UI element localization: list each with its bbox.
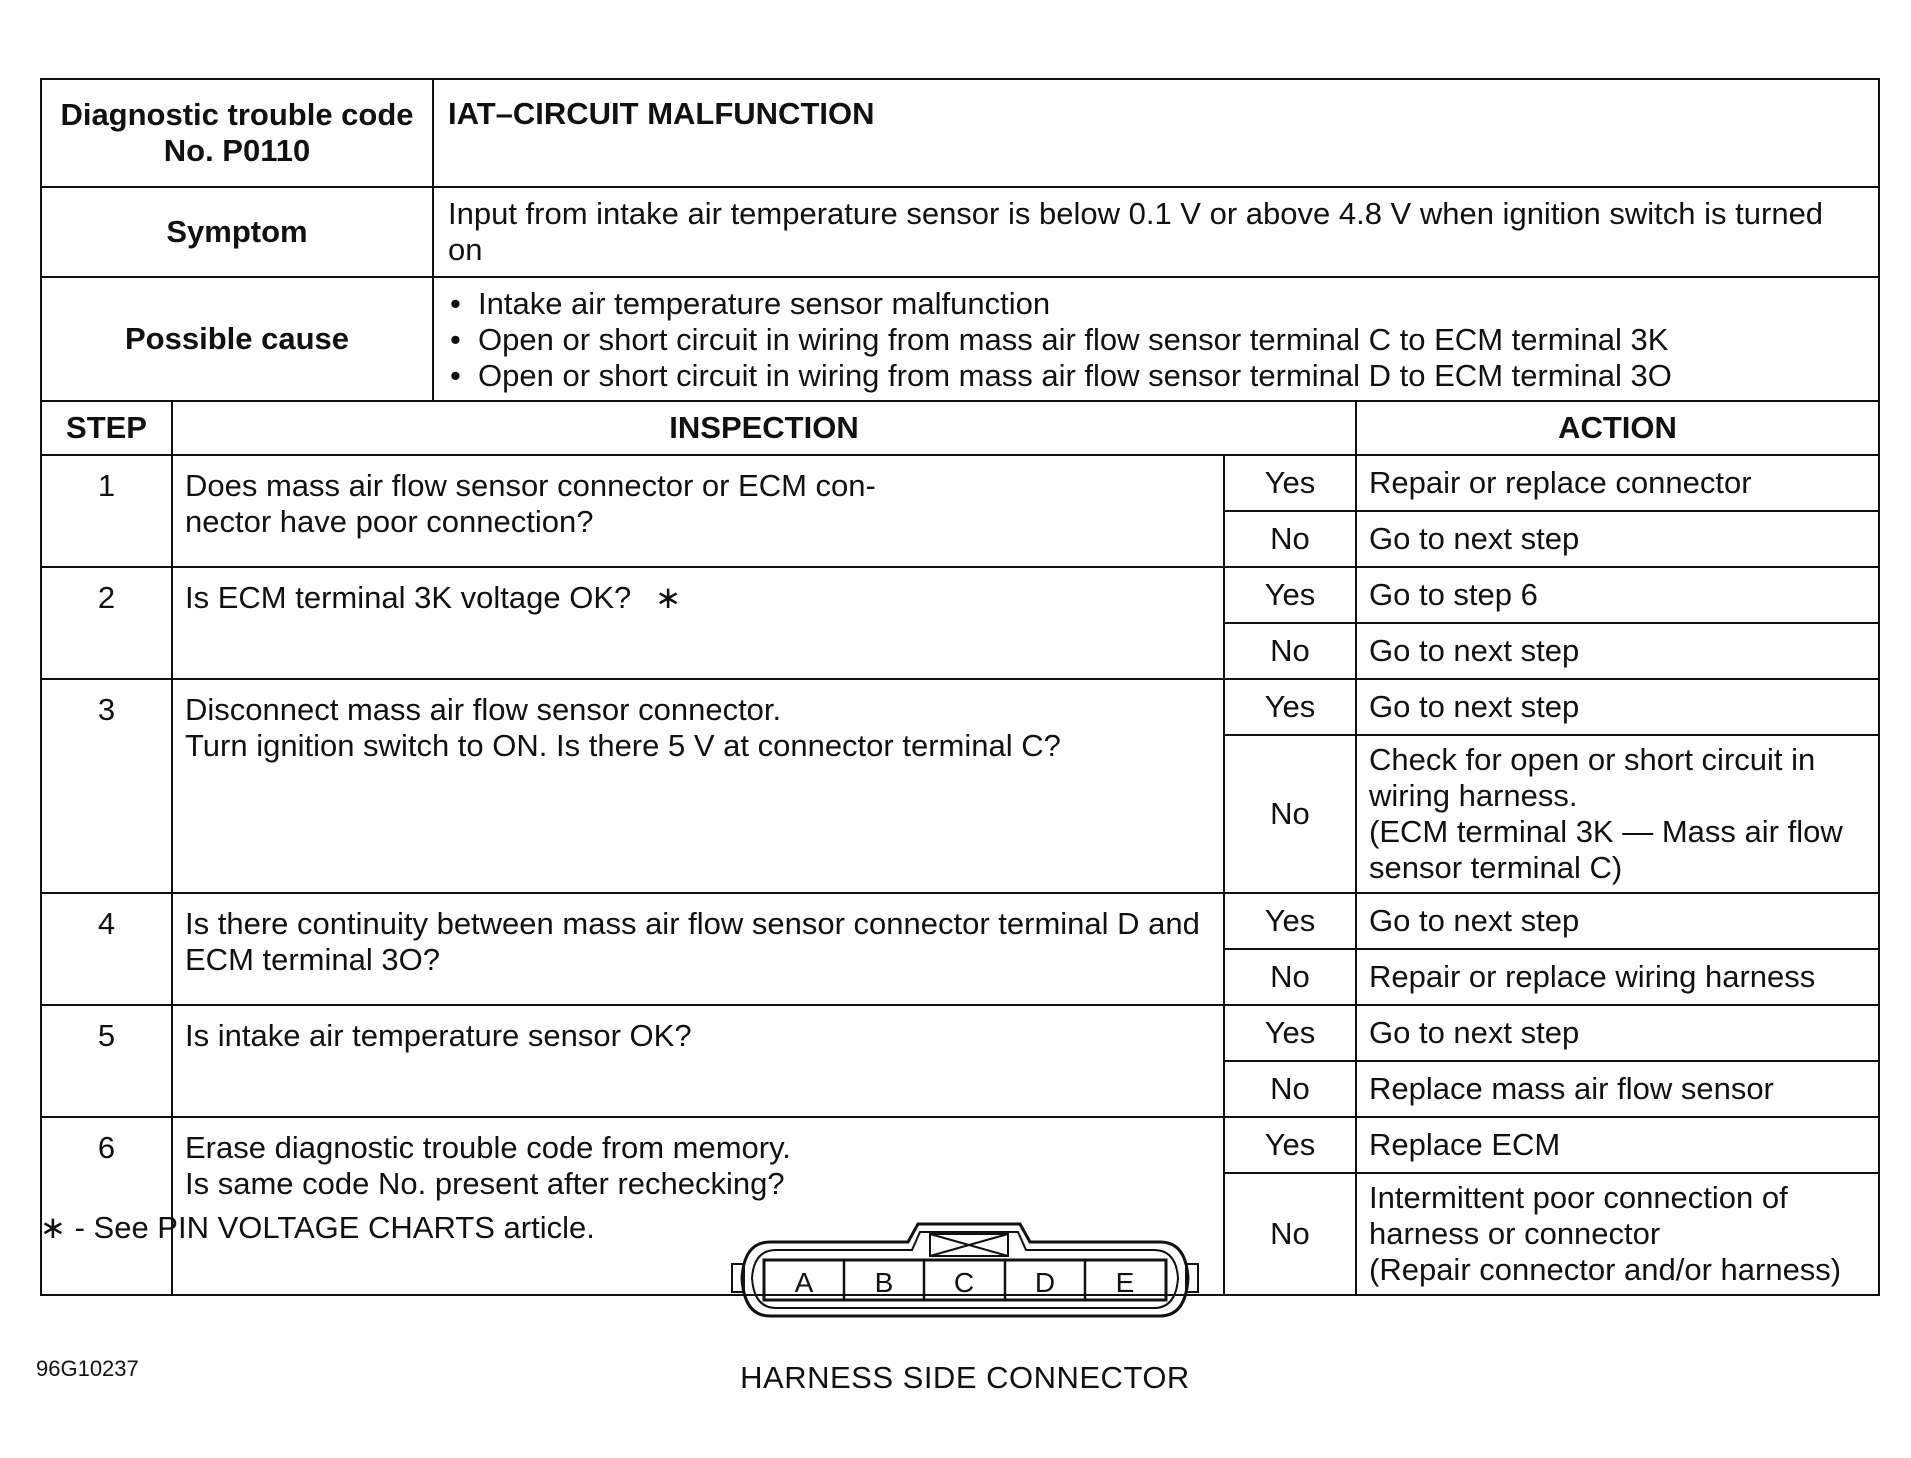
yes-label: Yes [1224, 1117, 1356, 1173]
action-column-header: ACTION [1356, 401, 1879, 455]
inspection-cell [172, 1005, 1224, 1117]
inspection-column-header: INSPECTION [172, 401, 1356, 455]
step-row [41, 1005, 1879, 1061]
header-title-row [41, 79, 1879, 187]
footnote: ∗ - See PIN VOLTAGE CHARTS article. [40, 1210, 595, 1245]
no-label: No [1224, 949, 1356, 1005]
diagnostic-table [40, 78, 1880, 1296]
pin-voltage-marker: ∗ [655, 580, 682, 615]
no-action: Go to next step [1356, 511, 1879, 567]
step-column-header: STEP [41, 401, 172, 455]
inspection-cell [172, 893, 1224, 1005]
symptom-row [41, 187, 1879, 277]
yes-action: Go to step 6 [1356, 567, 1879, 623]
yes-action: Go to next step [1356, 893, 1879, 949]
harness-connector-diagram [730, 1212, 1200, 1342]
terminal-b-label: B [874, 1267, 894, 1298]
column-header-row [41, 401, 1879, 455]
cause-item: • Open or short circuit in wiring from mass air flow sensor terminal C to ECM terminal 3K [448, 322, 1864, 358]
step-row [41, 567, 1879, 623]
step-number: 3 [41, 679, 172, 893]
step-row [41, 679, 1879, 735]
step-number: 2 [41, 567, 172, 679]
inspection-cell [172, 455, 1224, 567]
yes-label: Yes [1224, 1005, 1356, 1061]
step-number: 6 [41, 1117, 172, 1295]
figure-id: 96G10237 [36, 1356, 139, 1381]
symptom-label: Symptom [41, 187, 433, 277]
yes-label: Yes [1224, 679, 1356, 735]
no-label: No [1224, 735, 1356, 893]
symptom-text: Input from intake air temperature sensor is below 0.1 V or above 4.8 V when ignition switch is turned on [433, 187, 1879, 277]
yes-action: Go to next step [1356, 1005, 1879, 1061]
no-action: Check for open or short circuit in wiring harness. (ECM terminal 3K — Mass air flow sensor terminal C) [1356, 735, 1879, 893]
yes-label: Yes [1224, 893, 1356, 949]
terminal-e-label: E [1115, 1267, 1135, 1298]
inspection-cell [172, 567, 1224, 679]
step-number: 1 [41, 455, 172, 567]
yes-label: Yes [1224, 455, 1356, 511]
connector-caption: HARNESS SIDE CONNECTOR [740, 1360, 1190, 1395]
cause-item: • Intake air temperature sensor malfunction [448, 286, 1864, 322]
inspection-text: Disconnect mass air flow sensor connector. Turn ignition switch to ON. Is there 5 V at connector terminal C? [185, 692, 1061, 763]
inspection-text: Is there continuity between mass air flow sensor connector terminal D and ECM terminal 3O? [185, 906, 1200, 977]
malfunction-title: IAT–CIRCUIT MALFUNCTION [433, 79, 1879, 187]
cause-item: • Open or short circuit in wiring from mass air flow sensor terminal D to ECM terminal 3O [448, 358, 1864, 394]
inspection-text: Is ECM terminal 3K voltage OK? [185, 580, 632, 615]
cause-row [41, 277, 1879, 401]
no-label: No [1224, 1061, 1356, 1117]
cause-list [434, 278, 1878, 400]
yes-action: Replace ECM [1356, 1117, 1879, 1173]
no-label: No [1224, 511, 1356, 567]
step-row [41, 455, 1879, 511]
no-action: Replace mass air flow sensor [1356, 1061, 1879, 1117]
yes-action: Go to next step [1356, 679, 1879, 735]
inspection-text: Is intake air temperature sensor OK? [185, 1018, 692, 1053]
no-action: Go to next step [1356, 623, 1879, 679]
step-row [41, 1117, 1879, 1173]
inspection-cell [172, 679, 1224, 893]
cause-cell [433, 277, 1879, 401]
terminal-c-label: C [953, 1267, 975, 1298]
step-number: 4 [41, 893, 172, 1005]
cause-label: Possible cause [41, 277, 433, 401]
inspection-text: Does mass air flow sensor connector or ECM con- nector have poor connection? [185, 468, 876, 539]
yes-action: Repair or replace connector [1356, 455, 1879, 511]
step-number: 5 [41, 1005, 172, 1117]
no-action: Intermittent poor connection of harness or connector (Repair connector and/or harness) [1356, 1173, 1879, 1295]
connector-drawing [730, 1212, 1200, 1342]
terminal-d-label: D [1034, 1267, 1056, 1298]
inspection-text: Erase diagnostic trouble code from memory. Is same code No. present after rechecking? [185, 1130, 791, 1201]
no-label: No [1224, 623, 1356, 679]
no-action: Repair or replace wiring harness [1356, 949, 1879, 1005]
code-label: Diagnostic trouble code No. P0110 [41, 79, 433, 187]
no-label: No [1224, 1173, 1356, 1295]
terminal-a-label: A [794, 1267, 814, 1298]
yes-label: Yes [1224, 567, 1356, 623]
step-row [41, 893, 1879, 949]
